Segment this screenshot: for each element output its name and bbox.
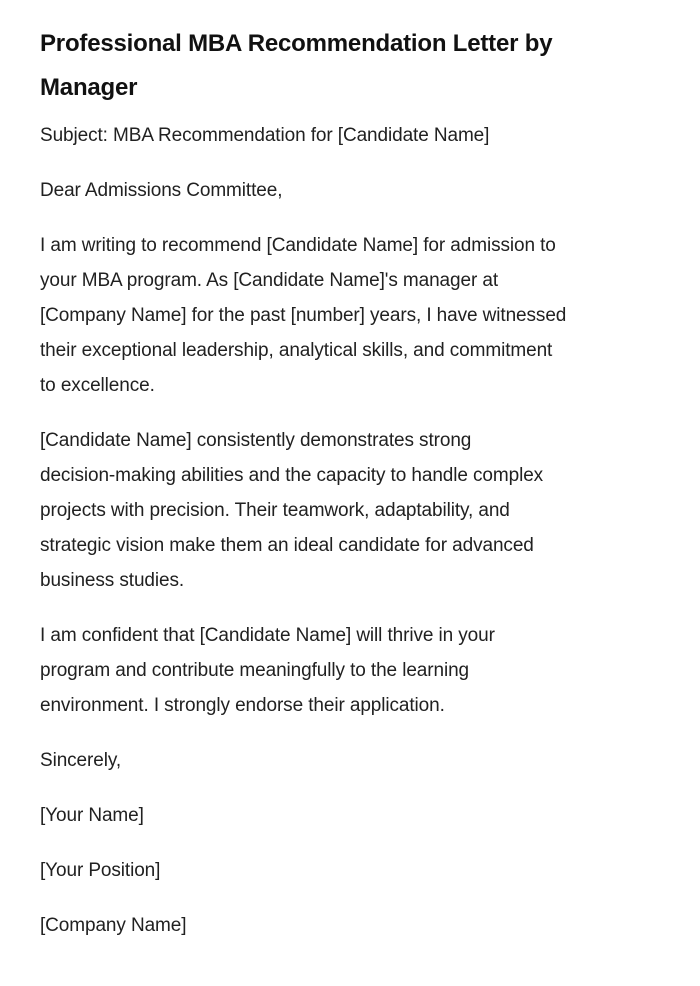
text-line: their exceptional leadership, analytical skills, and commitment xyxy=(40,340,553,361)
text-line: to excellence. xyxy=(40,375,155,396)
signature-position: [Your Position] xyxy=(40,860,161,881)
text-line: I am writing to recommend [Candidate Name] for admission to xyxy=(40,235,556,256)
paragraph-1 xyxy=(40,228,660,403)
text-line: [Candidate Name] consistently demonstrates strong xyxy=(40,430,472,451)
signature-company: [Company Name] xyxy=(40,915,187,936)
text-line: your MBA program. As [Candidate Name]'s manager at xyxy=(40,270,499,291)
page-title: Professional MBA Recommendation Letter by Manager xyxy=(40,30,553,101)
text-line: environment. I strongly endorse their application. xyxy=(40,695,445,716)
text-line: strategic vision make them an ideal candidate for advanced xyxy=(40,535,534,556)
paragraph-3 xyxy=(40,618,660,723)
text-line: program and contribute meaningfully to the learning xyxy=(40,660,469,681)
closing: Sincerely, xyxy=(40,750,122,771)
text-line: I am confident that [Candidate Name] will thrive in your xyxy=(40,625,495,646)
subject-line: Subject: MBA Recommendation for [Candidate Name] xyxy=(40,125,490,146)
text-line: projects with precision. Their teamwork, adaptability, and xyxy=(40,500,510,521)
paragraph-2 xyxy=(40,423,660,598)
salutation: Dear Admissions Committee, xyxy=(40,180,283,201)
signature-name: [Your Name] xyxy=(40,805,144,826)
text-line: decision-making abilities and the capacity to handle complex xyxy=(40,465,544,486)
text-line: [Company Name] for the past [number] years, I have witnessed xyxy=(40,305,567,326)
text-line: business studies. xyxy=(40,570,185,591)
